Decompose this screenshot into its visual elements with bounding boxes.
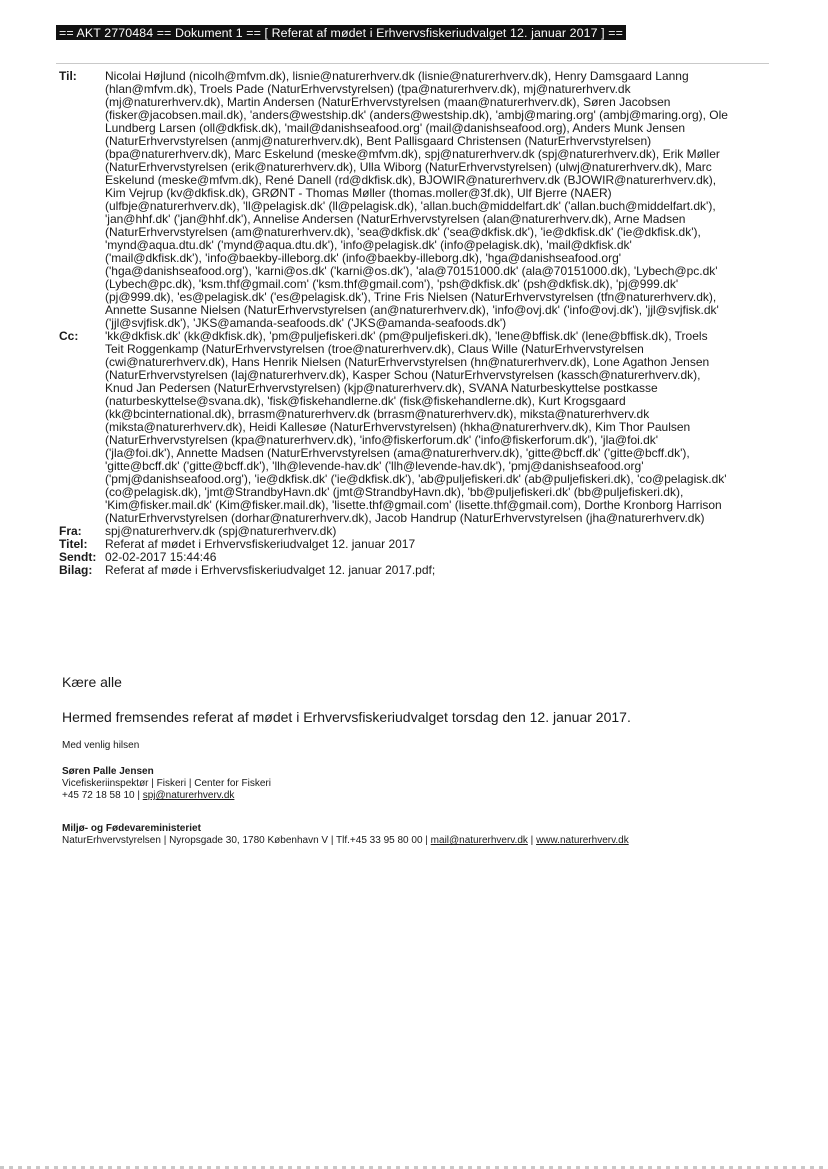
cc-line: ('pmj@danishseafood.org'), 'ie@dkfisk.dk' ('ie@dkfisk.dk'), 'ab@puljefiskeri.dk' (ab@puljefiskeri.dk), 'co@pelagisk.dk' bbox=[105, 472, 727, 486]
cc-line: (co@pelagisk.dk), 'jmt@StrandbyHavn.dk' (jmt@StrandbyHavn.dk), 'bb@puljefiskeri.dk' (bb@puljefiskeri.dk), bbox=[105, 485, 684, 499]
from-label: Fra: bbox=[59, 524, 82, 538]
cc-label: Cc: bbox=[59, 329, 79, 343]
recipient-line: 'mynd@aqua.dtu.dk' ('mynd@aqua.dtu.dk'), 'info@pelagisk.dk' (info@pelagisk.dk), 'mail@dkfisk.dk' bbox=[105, 238, 632, 252]
greeting: Kære alle bbox=[62, 674, 122, 690]
recipient-line: (pj@999.dk), 'es@pelagisk.dk' ('es@pelagisk.dk'), Trine Fris Nielsen (NaturErhvervstyrelsen (tfn@naturerhverv.dk), bbox=[105, 290, 717, 304]
cc-line: ('jla@foi.dk'), Annette Madsen (NaturErhvervstyrelsen (ama@naturerhverv.dk), 'gitte@bcff.dk' ('gitte@bcff.dk'), bbox=[105, 446, 690, 460]
cc-line: Knud Jan Pedersen (NaturErhvervstyrelsen) (kjp@naturerhverv.dk), SVANA Naturbeskyttelse postkasse bbox=[105, 381, 658, 395]
email-headers bbox=[59, 70, 769, 577]
ministry-email-link[interactable]: mail@naturerhverv.dk bbox=[430, 835, 528, 846]
to-row bbox=[59, 70, 769, 330]
closing-regards: Med venlig hilsen bbox=[62, 740, 140, 751]
cc-line: Teit Roggenkamp (NaturErhvervstyrelsen (troe@naturerhverv.dk), Claus Wille (NaturErhvervstyrelsen bbox=[105, 342, 644, 356]
akt-banner: == AKT 2770484 == Dokument 1 == [ Referat af mødet i Erhvervsfiskeriudvalget 12. januar 2017 ] == bbox=[56, 25, 626, 40]
sent-label: Sendt: bbox=[59, 550, 97, 564]
from-value: spj@naturerhverv.dk (spj@naturerhverv.dk) bbox=[105, 524, 337, 538]
recipient-line: (NaturErhvervstyrelsen (erik@naturerhverv.dk), Ulla Wiborg (NaturErhvervstyrelsen) (ulwj@naturerhverv.dk), Marc bbox=[105, 160, 712, 174]
signature-contact bbox=[62, 790, 271, 802]
ministry-separator: | bbox=[527, 835, 537, 846]
recipient-line: (mj@naturerhverv.dk), Martin Andersen (NaturErhvervstyrelsen (maan@naturerhverv.dk), Søren Jacobsen bbox=[105, 95, 671, 109]
recipient-line: (bpa@naturerhverv.dk), Marc Eskelund (meske@mfvm.dk), spj@naturerhverv.dk (spj@naturerhverv.dk), Erik Møller bbox=[105, 147, 720, 161]
recipient-line: 'jan@hhf.dk' ('jan@hhf.dk'), Annelise Andersen (NaturErhvervstyrelsen (alan@naturerhverv.dk), Arne Madsen bbox=[105, 212, 686, 226]
signature-role: Vicefiskeriinspektør | Fiskeri | Center for Fiskeri bbox=[62, 778, 271, 789]
recipient-line: (fisker@jacobsen.mail.dk), 'anders@westship.dk' (anders@westship.dk), 'ambj@maring.org' (ambj@maring.org), Ole bbox=[105, 108, 728, 122]
attachment-row bbox=[59, 564, 769, 577]
signature-name: Søren Palle Jensen bbox=[62, 766, 154, 777]
recipient-line: (ulfbje@naturerhverv.dk), 'll@pelagisk.dk' (ll@pelagisk.dk), 'allan.buch@middelfart.dk' ('allan.buch@middelfart.dk'), bbox=[105, 199, 716, 213]
sent-value: 02-02-2017 15:44:46 bbox=[105, 550, 217, 564]
cc-line: (miksta@naturerhverv.dk), Heidi Kallesøe (NaturErhvervstyrelsen) (hkha@naturerhverv.dk), Kim Thor Paulsen bbox=[105, 420, 691, 434]
cc-recipients bbox=[105, 330, 767, 525]
ministry-name: Miljø- og Fødevareministeriet bbox=[62, 823, 201, 834]
recipient-line: Kim Vejrup (kv@dkfisk.dk), GRØNT - Thomas Møller (thomas.moller@3f.dk), Ulf Bjerre (NAER) bbox=[105, 186, 612, 200]
recipient-line: (Lybech@pc.dk), 'ksm.thf@gmail.com' ('ksm.thf@gmail.com'), 'psh@dkfisk.dk' (psh@dkfisk.dk), 'pj@999.dk' bbox=[105, 277, 679, 291]
recipient-line: ('hga@danishseafood.org'), 'karni@os.dk' ('karni@os.dk'), 'ala@70151000.dk' (ala@70151000.dk), 'Lybech@pc.dk' bbox=[105, 264, 718, 278]
cc-line: 'gitte@bcff.dk' ('gitte@bcff.dk'), 'llh@levende-hav.dk' ('llh@levende-hav.dk'), 'pmj@danishseafood.org' bbox=[105, 459, 644, 473]
cc-line: 'Kim@fisker.mail.dk' (Kim@fisker.mail.dk), 'lisette.thf@gmail.com' (lisette.thf@gmail.com), Dorthe Kronborg Harrison bbox=[105, 498, 722, 512]
signature-email-link[interactable]: spj@naturerhverv.dk bbox=[142, 790, 235, 801]
signature-phone: +45 72 18 58 10 | bbox=[62, 790, 143, 801]
cc-line: 'kk@dkfisk.dk' (kk@dkfisk.dk), 'pm@puljefiskeri.dk' (pm@puljefiskeri.dk), 'lene@bffisk.dk' (lene@bffisk.dk), Troels bbox=[105, 329, 708, 343]
attachment-value[interactable]: Referat af møde i Erhvervsfiskeriudvalget 12. januar 2017.pdf; bbox=[105, 563, 436, 577]
recipient-line: (NaturErhvervstyrelsen (am@naturerhverv.dk), 'sea@dkfisk.dk' ('sea@dkfisk.dk'), 'ie@dkfisk.dk' ('ie@dkfisk.dk'), bbox=[105, 225, 701, 239]
recipient-line: Lundberg Larsen (oll@dkfisk.dk), 'mail@danishseafood.org' (mail@danishseafood.org), Anders Munk Jensen bbox=[105, 121, 686, 135]
recipient-line: Annette Susanne Nielsen (NaturErhvervstyrelsen (an@naturerhverv.dk), 'info@ovj.dk' ('info@ovj.dk'), 'jjl@svjfisk.dk' bbox=[105, 303, 719, 317]
cc-row bbox=[59, 330, 769, 525]
recipient-line: Eskelund (meske@mfvm.dk), René Danell (rd@dkfisk.dk), BJOWIR@naturerhverv.dk (BJOWIR@naturerhverv.dk), bbox=[105, 173, 717, 187]
cc-line: (cwi@naturerhverv.dk), Hans Henrik Nielsen (NaturErhvervstyrelsen (hn@naturerhverv.dk), Lone Agathon Jensen bbox=[105, 355, 710, 369]
ministry-web-link[interactable]: www.naturerhverv.dk bbox=[536, 835, 629, 846]
header-divider bbox=[56, 63, 769, 64]
ministry-contact bbox=[62, 835, 629, 847]
to-label: Til: bbox=[59, 69, 77, 83]
subject-value: Referat af mødet i Erhvervsfiskeriudvalget 12. januar 2017 bbox=[105, 537, 416, 551]
recipient-line: ('mail@dkfisk.dk'), 'info@baekby-illeborg.dk' (info@baekby-illeborg.dk), 'hga@danishseafood.org' bbox=[105, 251, 622, 265]
cc-line: (naturbeskyttelse@svana.dk), 'fisk@fiskehandlerne.dk' (fisk@fiskehandlerne.dk), Kurt Krogsgaard bbox=[105, 394, 626, 408]
cc-line: (NaturErhvervstyrelsen (dorhar@naturerhverv.dk), Jacob Handrup (NaturErhvervstyrelsen (jha@naturerhverv.dk) bbox=[105, 511, 705, 525]
recipient-line: ('jjl@svjfisk.dk'), 'JKS@amanda-seafoods.dk' ('JKS@amanda-seafoods.dk') bbox=[105, 316, 507, 330]
recipient-line: Nicolai Højlund (nicolh@mfvm.dk), lisnie@naturerhverv.dk (lisnie@naturerhverv.dk), Henry Damsgaard Lanng bbox=[105, 69, 689, 83]
intro-text: Hermed fremsendes referat af mødet i Erhvervsfiskeriudvalget torsdag den 12. januar 2017. bbox=[62, 709, 631, 725]
recipient-line: (hlan@mfvm.dk), Troels Pade (NaturErhvervstyrelsen) (tpa@naturerhverv.dk), mj@naturerhverv.dk bbox=[105, 82, 631, 96]
cc-line: (NaturErhvervstyrelsen (laj@naturerhverv.dk), Kasper Schou (NaturErhvervstyrelsen (kassch@naturerhverv.dk), bbox=[105, 368, 701, 382]
attachment-label: Bilag: bbox=[59, 563, 93, 577]
to-recipients bbox=[105, 70, 767, 330]
ministry-block bbox=[62, 823, 629, 847]
recipient-line: (NaturErhvervstyrelsen (anmj@naturerhverv.dk), Bent Pallisgaard Christensen (NaturErhvervstyrelsen) bbox=[105, 134, 652, 148]
cc-line: (NaturErhvervstyrelsen (kpa@naturerhverv.dk), 'info@fiskerforum.dk' ('info@fiskerforum.dk'), 'jla@foi.dk' bbox=[105, 433, 659, 447]
cc-line: (kk@bcinternational.dk), brrasm@naturerhverv.dk (brrasm@naturerhverv.dk), miksta@naturerhverv.dk bbox=[105, 407, 650, 421]
ministry-address: NaturErhvervstyrelsen | Nyropsgade 30, 1780 København V | Tlf.+45 33 95 80 00 | bbox=[62, 835, 431, 846]
subject-label: Titel: bbox=[59, 537, 88, 551]
signature bbox=[62, 766, 271, 802]
